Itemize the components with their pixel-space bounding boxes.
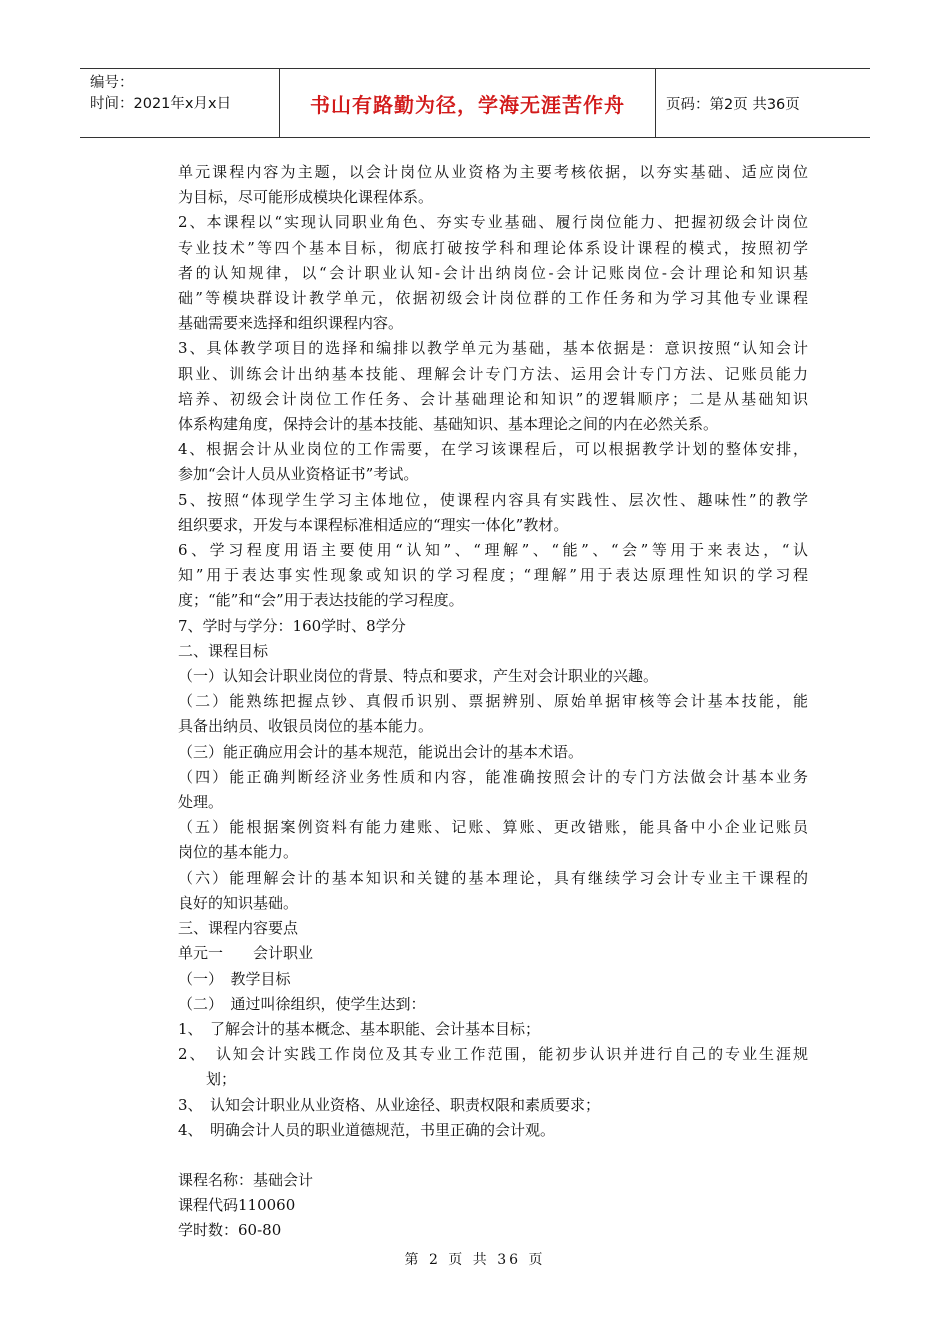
body-line: 为目标，尽可能形成模块化课程体系。 <box>178 188 434 207</box>
body-line: 7、学时与学分：160学时、8学分 <box>178 616 406 635</box>
body-line: 课程代码110060 <box>178 1196 296 1215</box>
body-line: 3、 认知会计职业从业资格、从业途径、职责权限和素质要求； <box>178 1095 601 1114</box>
body-line: 单元课程内容为主题，以会计岗位从业资格为主要考核依据，以夯实基础、适应岗位 <box>178 163 808 181</box>
header-meta <box>80 69 280 137</box>
body-line: 2、本课程以“实现认同职业角色、夯实专业基础、履行岗位能力、把握初级会计岗位 <box>178 213 808 232</box>
body-line: 4、根据会计从业岗位的工作需要，在学习该课程后，可以根据教学计划的整体安排， <box>178 440 808 459</box>
body-line: 基础需要来选择和组织课程内容。 <box>178 314 404 333</box>
body-line: 课程名称：基础会计 <box>178 1170 314 1189</box>
body-line: 础”等模块群设计教学单元，依据初级会计岗位群的工作任务和为学习其他专业课程 <box>178 289 808 308</box>
document-body <box>178 160 808 1244</box>
body-line: 参加“会计人员从业资格证书”考试。 <box>178 465 419 484</box>
page-footer: 第 2 页 共 36 页 <box>404 1252 546 1268</box>
body-line: 知”用于表达事实性现象或知识的学习程度；“理解”用于表达原理性知识的学习程 <box>178 566 808 585</box>
body-line: 处理。 <box>178 793 224 812</box>
body-line: 岗位的基本能力。 <box>178 843 299 862</box>
body-line: （六）能理解会计的基本知识和关键的基本理论，具有继续学习会计专业主干课程的 <box>178 868 808 887</box>
body-line: 3、具体教学项目的选择和编排以教学单元为基础，基本依据是：意识按照“认知会计 <box>178 339 808 358</box>
body-line: 职业、训练会计出纳基本技能、理解会计专门方法、运用会计专门方法、记账员能力 <box>178 364 808 383</box>
body-line: 体系构建角度，保持会计的基本技能、基础知识、基本理论之间的内在必然关系。 <box>178 415 719 434</box>
body-line: （二）能熟练把握点钞、真假币识别、票据辨别、原始单据审核等会计基本技能，能 <box>178 692 808 711</box>
body-line: 4、 明确会计人员的职业道德规范，书里正确的会计观。 <box>178 1120 556 1139</box>
body-line: （一）认知会计职业岗位的背景、特点和要求，产生对会计职业的兴趣。 <box>178 667 659 686</box>
document-date-label: 时间：2021年x月x日 <box>90 96 232 112</box>
body-line: （五）能根据案例资料有能力建账、记账、算账、更改错账，能具备中小企业记账员 <box>178 818 808 837</box>
body-line: 度；“能”和“会”用于表达技能的学习程度。 <box>178 591 464 610</box>
body-line: （四）能正确判断经济业务性质和内容，能准确按照会计的专门方法做会计基本业务 <box>178 767 808 786</box>
body-line: 划； <box>206 1070 237 1089</box>
body-line: 1、 了解会计的基本概念、基本职能、会计基本目标； <box>178 1019 541 1038</box>
body-line: 专业技术”等四个基本目标，彻底打破按学科和理论体系设计课程的模式，按照初学 <box>178 238 808 257</box>
page-header <box>80 68 870 138</box>
header-page-info: 页码：第2页 共36页 <box>666 96 800 113</box>
body-line: 具备出纳员、收银员岗位的基本能力。 <box>178 717 434 736</box>
header-motto: 书山有路勤为径，学海无涯苦作舟 <box>280 69 656 137</box>
document-number-label: 编号： <box>90 75 134 91</box>
body-line: 2、 认知会计实践工作岗位及其专业工作范围，能初步认识并进行自己的专业生涯规 <box>178 1045 808 1064</box>
body-line: （一） 教学目标 <box>178 969 291 988</box>
body-line: 培养、初级会计岗位工作任务、会计基础理论和知识”的逻辑顺序；二是从基础知识 <box>178 389 808 408</box>
body-line: 良好的知识基础。 <box>178 893 299 912</box>
body-line: 6、学习程度用语主要使用“认知”、“理解”、“能”、“会”等用于来表达，“认 <box>178 541 808 560</box>
body-line: （三）能正确应用会计的基本规范，能说出会计的基本术语。 <box>178 742 584 761</box>
body-line: 学时数：60-80 <box>178 1221 282 1240</box>
body-line: 者的认知规律，以“会计职业认知-会计出纳岗位-会计记账岗位-会计理论和知识基 <box>178 263 808 282</box>
body-line: 三、课程内容要点 <box>178 919 299 938</box>
body-line: 组织要求，开发与本课程标准相适应的“理实一体化”教材。 <box>178 515 569 534</box>
body-line: 单元一 会计职业 <box>178 944 314 963</box>
body-line: 二、课程目标 <box>178 641 269 660</box>
body-line: （二） 通过叫徐组织，使学生达到： <box>178 994 426 1013</box>
body-line: 5、按照“体现学生学习主体地位，使课程内容具有实践性、层次性、趣味性”的教学 <box>178 490 808 509</box>
